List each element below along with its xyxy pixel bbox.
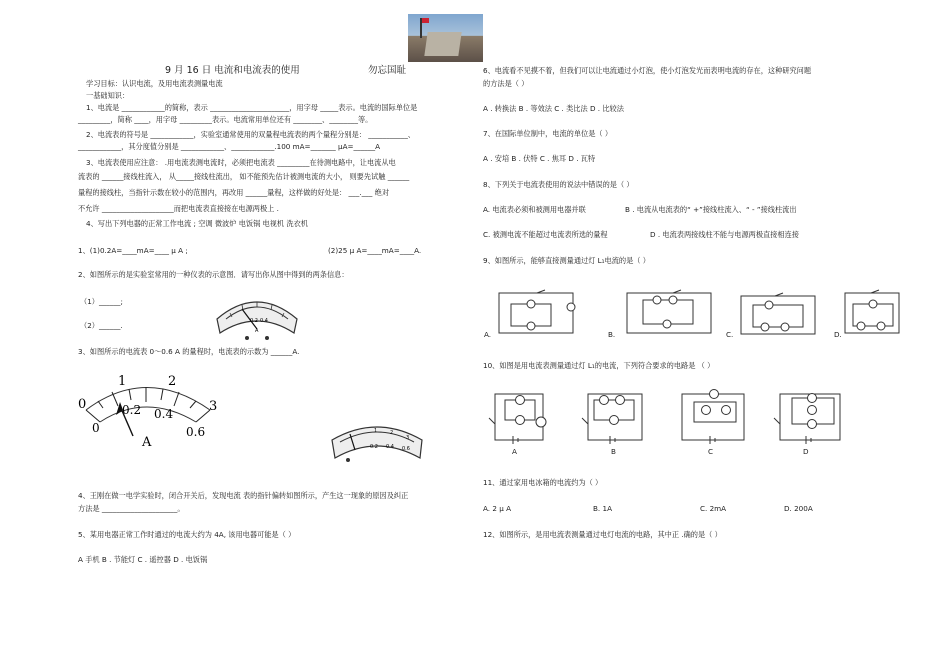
q9-label-d: D. <box>834 330 842 339</box>
exercise-4-line-b: 方法是 _____________________。 <box>78 504 185 513</box>
q8: 8、下列关于电流表使用的说法中错误的是（ ） <box>483 180 634 189</box>
small-meter-inner-label: 0.4 <box>386 444 394 450</box>
big-meter-zero-outer: 0 <box>78 397 87 412</box>
q10-circuit-a <box>485 388 547 446</box>
q9-circuit-d <box>843 290 903 336</box>
ammeter-large <box>78 370 228 450</box>
q2-line-a: 2、电流表的符号是 ____________，实验室通常使用的双量程电流表的两个量程分别是： ___________、 <box>86 130 415 139</box>
q7-options: A . 安培 B . 伏特 C . 焦耳 D . 瓦特 <box>483 154 596 163</box>
q9-label-b: B. <box>608 330 616 339</box>
small-meter-inner-label: 0.4 <box>260 318 268 324</box>
big-meter-label-2: 2 <box>168 374 177 389</box>
exercise-2: 2、如图所示的是实验室常用的一种仪表的示意图．请写出你从图中得到的两条信息： <box>78 270 349 279</box>
q11-option-b: B. 1A <box>593 504 612 513</box>
q1-line-a: 1、电流是 ____________的简称，表示 ______________________，用字母 _____表示。电流的国际单位是 <box>86 103 418 112</box>
big-meter-inner-04: 0.4 <box>154 407 174 421</box>
learning-goal: 学习目标：认识电流，及用电流表测量电流 <box>86 79 223 88</box>
q11: 11、通过家用电冰箱的电流约为（ ） <box>483 478 603 487</box>
q10-circuit-b <box>578 388 648 446</box>
q2-line-b: ____________，其分度值分别是 ____________、____________.100 mA=_______ μA=______A <box>78 142 381 151</box>
small-meter-label: 1 <box>374 428 378 434</box>
page-motto: 勿忘国耻 <box>368 65 407 76</box>
q6-options: A . 转换法 B . 等效法 C . 类比法 D . 比较法 <box>483 104 624 113</box>
q10-label-a: A <box>512 447 517 456</box>
q8-option-a: A. 电流表必须和被测用电器并联 <box>483 205 586 214</box>
exercise-2-answer-2: （2）______. <box>80 321 123 330</box>
q9-label-c: C. <box>726 330 734 339</box>
q11-option-c: C. 2mA <box>700 504 727 513</box>
q12: 12、如图所示，是用电流表测量通过电灯电流的电路，其中正 .确的是（ ） <box>483 530 722 539</box>
big-meter-inner-06: 0.6 <box>186 425 206 439</box>
q9-circuit-c <box>739 293 819 337</box>
q8-option-c: C. 被测电流不能超过电流表所选的量程 <box>483 230 608 239</box>
q7: 7、在国际单位制中，电流的单位是（ ） <box>483 129 613 138</box>
ammeter-small-top <box>212 289 302 341</box>
exercise-2-answer-1: （1）______; <box>80 297 123 306</box>
q10-circuit-c <box>676 388 748 446</box>
exercise-5: 5、某用电器正常工作时通过的电流大约为 4A, 该用电器可能是（ ） <box>78 530 296 539</box>
q4-line: 4、写出下列电器的正常工作电流 ; 空调 微波炉 电饭锅 电视机 洗衣机 <box>86 219 308 228</box>
q9-circuit-a <box>497 290 577 336</box>
big-meter-label-1: 1 <box>118 374 127 389</box>
fill-1: 1、(1)0.2A=____mA=____ μ A ; <box>78 246 188 255</box>
q9-label-a: A. <box>484 330 492 339</box>
ammeter-small-bottom <box>330 420 425 465</box>
big-meter-inner-02: 0.2 <box>122 403 142 417</box>
q6-line-b: 的方法是（ ） <box>483 79 529 88</box>
q3-line-a: 3、电流表使用应注意： .用电流表测电流时，必须把电流表 _________在待测电路中，让电流从电 <box>86 158 396 167</box>
q3-line-b: 流表的 ______接线柱流入， 从_____接线柱流出， 如不能预先估计被测电流的大小， 则要先试触 ______ <box>78 172 410 181</box>
big-meter-unit: A <box>142 435 152 450</box>
small-meter-label: 3 <box>406 435 410 441</box>
q11-option-d: D. 200A <box>784 504 813 513</box>
page-title: 9 月 16 日 电流和电流表的使用 <box>165 65 300 76</box>
big-meter-label-3: 3 <box>209 399 218 414</box>
small-meter-unit: A <box>255 328 259 334</box>
q3-line-c: 量程的接线柱，当指针示数在较小的范围内，再改用 ______量程，这样做的好处是： ___.___ 绝对 <box>78 188 390 197</box>
q10: 10、如图是用电流表测量通过灯 L₁的电流，下列符合要求的电路是 （ ） <box>483 361 715 370</box>
q10-label-b: B <box>611 447 616 456</box>
basics-heading: 一基础知识： <box>86 91 130 100</box>
q9: 9、如图所示，能够直接测量通过灯 L₁电流的是（ ） <box>483 256 650 265</box>
small-meter-inner-label: 0.2 <box>370 444 378 450</box>
exercise-5-options: A 手机 B . 节能灯 C . 遥控器 D . 电饭锅 <box>78 555 208 564</box>
small-meter-inner-label: 0.6 <box>402 446 410 452</box>
big-meter-zero-inner: 0 <box>92 421 100 435</box>
q8-option-b: B . 电流从电流表的“ +”接线柱流入、“ - ”接线柱流出 <box>625 205 797 214</box>
q10-label-c: C <box>708 447 714 456</box>
fill-2: (2)25 μ A=____mA=____A. <box>328 246 422 255</box>
q10-circuit-d <box>772 388 844 446</box>
small-meter-inner-label: 0.2 <box>250 318 258 324</box>
q9-circuit-b <box>625 290 713 336</box>
q3-line-d: 不允许 ____________________而把电流表直接接在电源两极上 . <box>78 204 279 213</box>
exercise-3: 3、如图所示的电流表 0～0.6 A 的量程时，电流表的示数为 ______A. <box>78 347 300 356</box>
exercise-4-line-a: 4、王刚在做一电学实验时，闭合开关后，发现电流 表的指针偏转如图所示，产生这一现象的原因及纠正 <box>78 491 409 500</box>
q6-line-a: 6、电流看不见摸不着，但我们可以让电流通过小灯泡，使小灯泡发光而表明电流的存在，这种研究问题 <box>483 66 812 75</box>
q10-label-d: D <box>803 447 809 456</box>
q11-option-a: A. 2 μ A <box>483 504 511 513</box>
small-meter-label: 2 <box>390 430 394 436</box>
q8-option-d: D . 电流表两接线柱不能与电源两极直接相连接 <box>650 230 799 239</box>
header-photo <box>408 14 483 62</box>
q1-line-b: _________，简称 ____，用字母 _________表示。电流常用单位还有 ________、________等。 <box>78 115 373 124</box>
